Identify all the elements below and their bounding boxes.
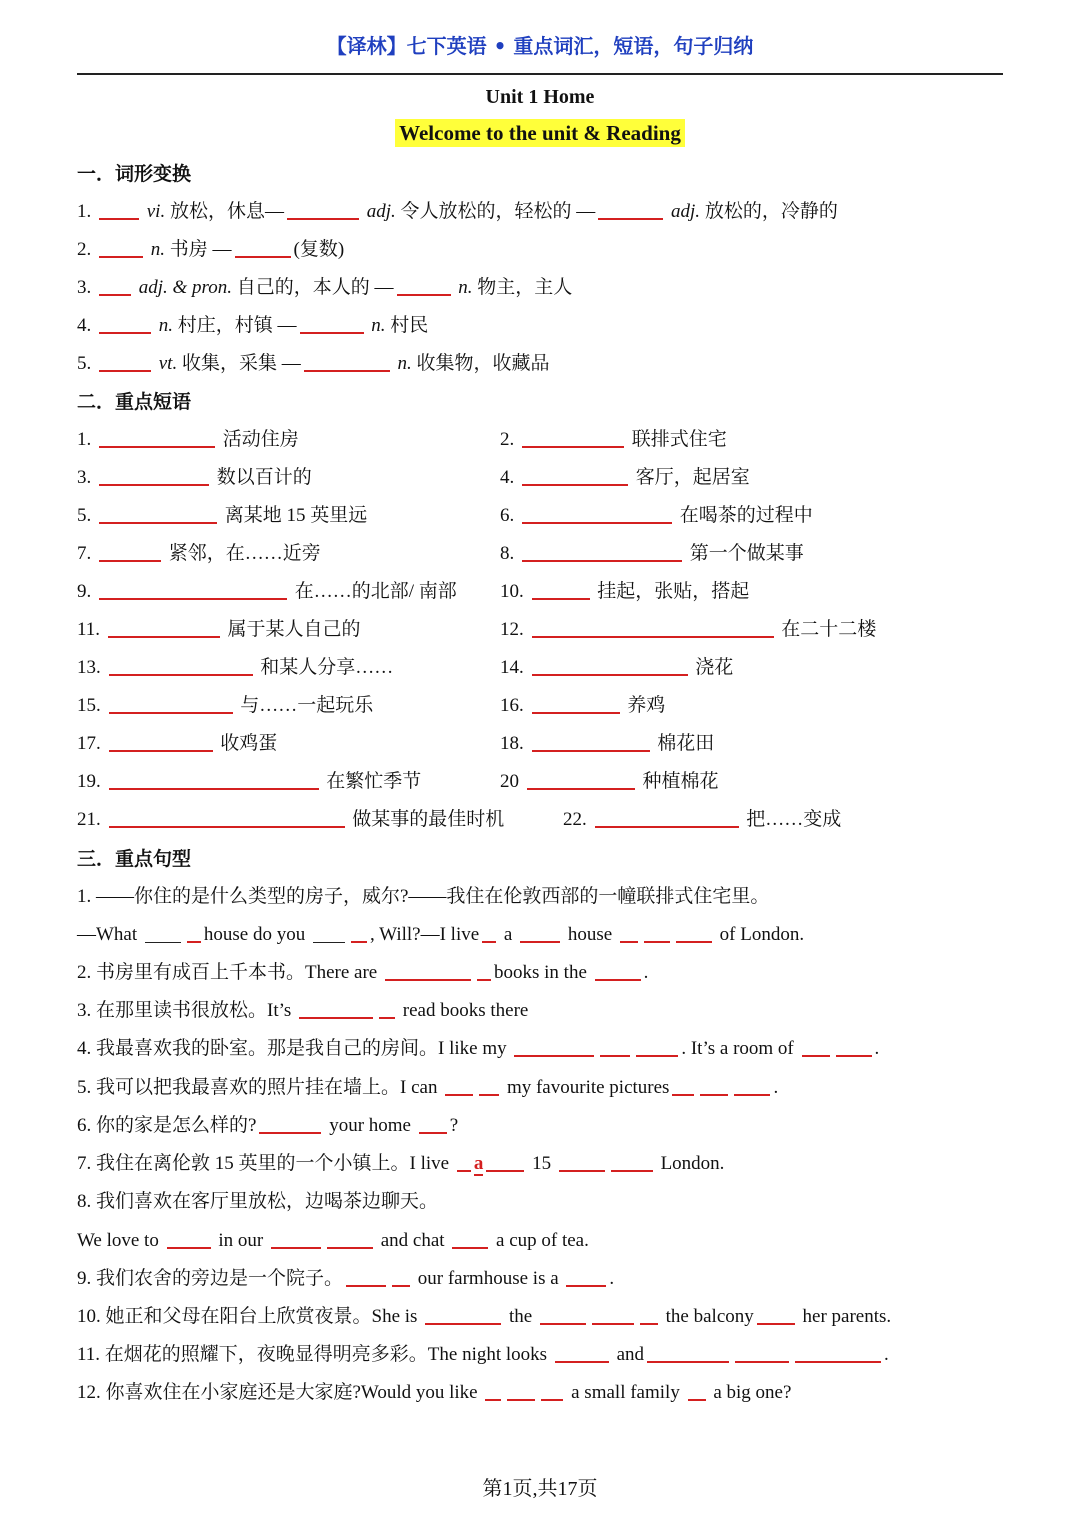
blank[interactable] [532, 580, 590, 600]
sentence-11: 11. 在烟花的照耀下，夜晚显得明亮多彩。The night looks and . [77, 1344, 889, 1365]
blank[interactable] [187, 923, 201, 943]
phrase-item-1: 1. 活动住房 [77, 429, 299, 450]
blank[interactable] [688, 1381, 706, 1401]
blank[interactable] [527, 770, 635, 790]
blank[interactable] [700, 1076, 728, 1096]
blank[interactable] [479, 1076, 499, 1096]
blank[interactable] [540, 1305, 586, 1325]
phrase-item-8: 8. 第一个做某事 [500, 543, 804, 564]
word-item-5: 5. vt. 收集，采集 — n. 收集物，收藏品 [77, 353, 550, 374]
sentence-8-en: We love to in our and chat a cup of tea. [77, 1230, 589, 1251]
blank[interactable] [532, 656, 688, 676]
blank[interactable] [600, 1037, 630, 1057]
blank[interactable] [300, 314, 364, 334]
sentence-8-cn: 8. 我们喜欢在客厅里放松，边喝茶边聊天。 [77, 1191, 439, 1212]
blank[interactable] [452, 1229, 488, 1249]
blank[interactable] [647, 1343, 729, 1363]
blank[interactable] [304, 352, 390, 372]
blank[interactable] [672, 1076, 694, 1096]
blank[interactable] [419, 1114, 447, 1134]
blank[interactable] [595, 808, 739, 828]
blank[interactable] [598, 200, 663, 220]
phrase-item-19: 19. 在繁忙季节 [77, 771, 422, 792]
blank[interactable] [644, 923, 670, 943]
phrase-item-7: 7. 紧邻，在……近旁 [77, 543, 321, 564]
blank[interactable] [555, 1343, 609, 1363]
phrase-item-10: 10. 挂起，张贴，搭起 [500, 581, 750, 602]
blank[interactable] [99, 200, 139, 220]
blank[interactable] [611, 1152, 653, 1172]
blank[interactable] [507, 1381, 535, 1401]
blank[interactable] [99, 276, 131, 296]
word-item-3: 3. adj. & pron. 自己的，本人的 — n. 物主，主人 [77, 277, 573, 298]
blank[interactable] [145, 924, 181, 943]
blank[interactable] [566, 1267, 606, 1287]
blank[interactable] [522, 504, 672, 524]
blank[interactable] [299, 999, 373, 1019]
phrase-item-13: 13. 和某人分享…… [77, 657, 394, 678]
blank[interactable] [532, 732, 650, 752]
blank[interactable] [287, 200, 359, 220]
sentence-12: 12. 你喜欢住在小家庭还是大家庭?Would you like a small family a big one? [77, 1382, 792, 1403]
sentence-10: 10. 她正和父母在阳台上欣赏夜景。She is the the balcony her parents. [77, 1306, 892, 1327]
blank[interactable] [734, 1076, 770, 1096]
section-1-heading: 一．词形变换 [77, 163, 192, 185]
blank[interactable] [757, 1305, 795, 1325]
phrase-item-20: 20 种植棉花 [500, 771, 719, 792]
blank[interactable] [259, 1114, 321, 1134]
sentence-2: 2. 书房里有成百上千本书。There are books in the . [77, 962, 649, 983]
blank[interactable] [327, 1229, 373, 1249]
phrase-item-3: 3. 数以百计的 [77, 467, 312, 488]
phrase-item-2: 2. 联排式住宅 [500, 429, 727, 450]
blank[interactable] [99, 580, 287, 600]
filled-answer: a [473, 1153, 484, 1174]
blank[interactable] [109, 808, 345, 828]
word-item-4: 4. n. 村庄，村镇 — n. 村民 [77, 315, 429, 336]
blank[interactable] [640, 1305, 658, 1325]
blank[interactable] [592, 1305, 634, 1325]
page-footer: 第1页,共17页 [482, 1478, 598, 1500]
phrase-item-4: 4. 客厅，起居室 [500, 467, 750, 488]
blank[interactable] [313, 924, 345, 943]
word-item-2: 2. n. 书房 — (复数) [77, 239, 345, 260]
blank[interactable] [351, 923, 367, 943]
phrase-item-11: 11. 属于某人自己的 [77, 619, 361, 640]
blank[interactable] [514, 1037, 594, 1057]
blank[interactable] [109, 694, 233, 714]
blank[interactable] [445, 1076, 473, 1096]
sentence-7: 7. 我住在离伦敦 15 英里的一个小镇上。I live a 15 London. [77, 1153, 725, 1174]
blank[interactable] [457, 1152, 471, 1172]
blank[interactable] [109, 656, 253, 676]
blank[interactable] [99, 466, 209, 486]
blank[interactable] [346, 1267, 386, 1287]
blank[interactable] [167, 1229, 211, 1249]
header-rule [77, 73, 1003, 75]
blank[interactable] [482, 923, 496, 943]
section-3-heading: 三．重点句型 [77, 848, 192, 870]
blank[interactable] [99, 314, 151, 334]
phrase-item-15: 15. 与……一起玩乐 [77, 695, 374, 716]
blank[interactable] [477, 961, 491, 981]
blank[interactable] [486, 1152, 524, 1172]
sentence-1-cn: 1. ——你住的是什么类型的房子，威尔?——我住在伦敦西部的一幢联排式住宅里。 [77, 886, 770, 907]
blank[interactable] [520, 923, 560, 943]
blank[interactable] [559, 1152, 605, 1172]
subtitle-text: Welcome to the unit & Reading [395, 119, 685, 147]
blank[interactable] [99, 542, 161, 562]
subtitle [0, 121, 1080, 146]
blank[interactable] [385, 961, 471, 981]
blank[interactable] [425, 1305, 501, 1325]
blank[interactable] [676, 923, 712, 943]
blank[interactable] [379, 999, 395, 1019]
blank[interactable] [595, 961, 641, 981]
blank[interactable] [485, 1381, 501, 1401]
sentence-3: 3. 在那里读书很放松。It’s read books there [77, 1000, 529, 1021]
blank[interactable] [620, 923, 638, 943]
sentence-4: 4. 我最喜欢我的卧室。那是我自己的房间。I like my . It’s a room of . [77, 1038, 880, 1059]
sentence-9: 9. 我们农舍的旁边是一个院子。 our farmhouse is a . [77, 1268, 615, 1289]
blank[interactable] [735, 1343, 789, 1363]
unit-title: Unit 1 Home [485, 86, 595, 108]
phrase-item-5: 5. 离某地 15 英里远 [77, 505, 368, 526]
blank[interactable] [802, 1037, 830, 1057]
phrase-item-21: 21. 做某事的最佳时机 [77, 809, 505, 830]
blank[interactable] [541, 1381, 563, 1401]
sentence-5: 5. 我可以把我最喜欢的照片挂在墙上。I can my favourite pictures . [77, 1077, 779, 1098]
blank[interactable] [532, 694, 620, 714]
phrase-item-17: 17. 收鸡蛋 [77, 733, 278, 754]
sentence-6: 6. 你的家是怎么样的? your home ? [77, 1115, 459, 1136]
blank[interactable] [522, 428, 624, 448]
blank[interactable] [108, 618, 220, 638]
phrase-item-16: 16. 养鸡 [500, 695, 666, 716]
phrase-item-9: 9. 在……的北部/ 南部 [77, 581, 457, 602]
phrase-item-14: 14. 浇花 [500, 657, 734, 678]
blank[interactable] [109, 770, 319, 790]
phrase-item-18: 18. 棉花田 [500, 733, 715, 754]
blank[interactable] [522, 466, 628, 486]
blank[interactable] [522, 542, 682, 562]
word-item-1: 1. vi. 放松，休息— adj. 令人放松的，轻松的 — adj. 放松的，冷静的 [77, 201, 838, 222]
section-2-heading: 二．重点短语 [77, 391, 192, 413]
blank[interactable] [397, 276, 451, 296]
blank[interactable] [99, 238, 143, 258]
phrase-item-12: 12. 在二十二楼 [500, 619, 877, 640]
blank[interactable] [109, 732, 213, 752]
blank[interactable] [99, 428, 215, 448]
blank[interactable] [532, 618, 774, 638]
blank[interactable] [795, 1343, 881, 1363]
blank[interactable] [836, 1037, 872, 1057]
blank[interactable] [636, 1037, 678, 1057]
blank[interactable] [99, 352, 151, 372]
blank[interactable] [271, 1229, 321, 1249]
phrase-item-22: 22. 把……变成 [563, 809, 842, 830]
blank[interactable] [99, 504, 217, 524]
document-header: 【译林】七下英语 • 重点词汇，短语，句子归纳 [326, 34, 754, 58]
phrase-item-6: 6. 在喝茶的过程中 [500, 505, 813, 526]
blank[interactable] [392, 1267, 410, 1287]
sentence-1-en: —What house do you , Will?—I live a house of London. [77, 924, 805, 945]
blank[interactable] [235, 238, 291, 258]
